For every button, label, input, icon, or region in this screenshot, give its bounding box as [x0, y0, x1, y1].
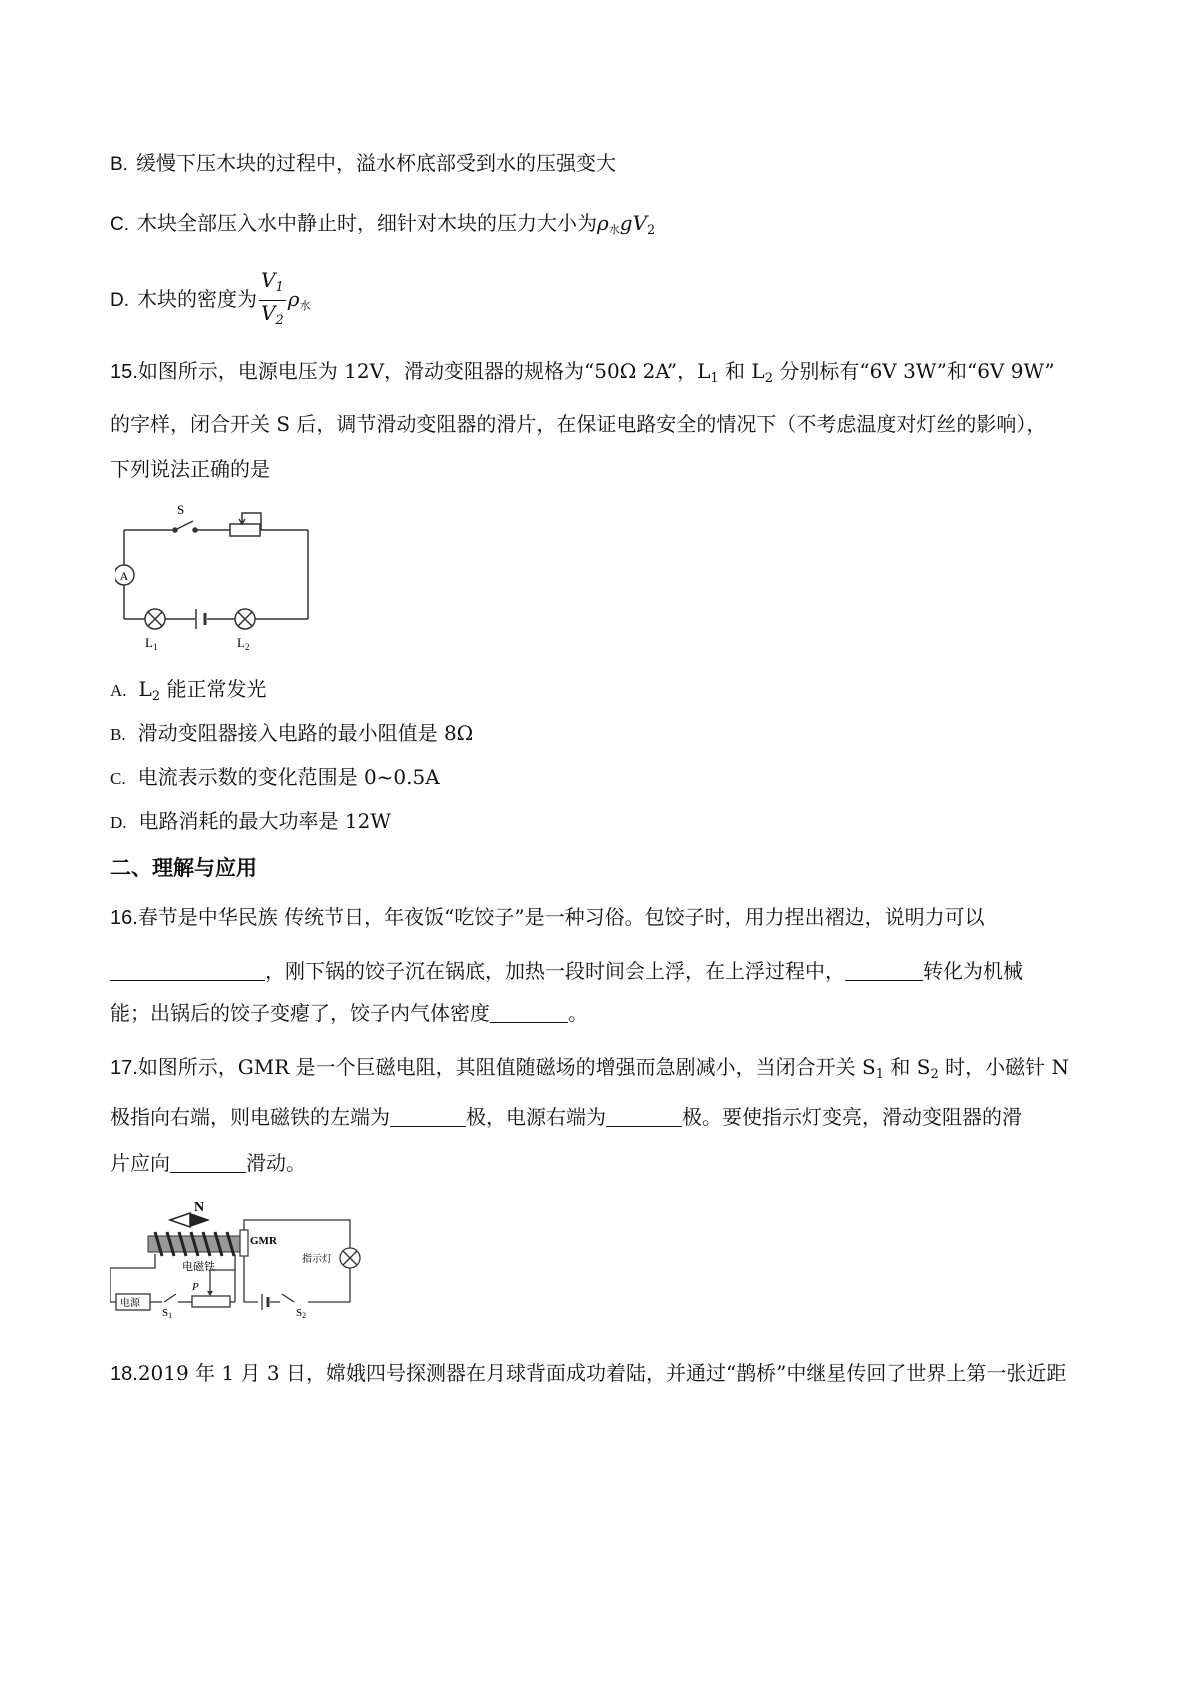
q17-text: 时，小磁针 N — [938, 1055, 1069, 1079]
option-text: 电流表示数的变化范围是 0~0.5A — [137, 765, 440, 789]
answer-blank[interactable] — [110, 960, 265, 981]
indicator-lamp-icon — [340, 1248, 360, 1268]
answer-blank[interactable] — [170, 1152, 246, 1173]
q15-option-d — [110, 808, 391, 836]
q16-line2 — [110, 958, 1023, 984]
q15-option-a — [110, 676, 266, 710]
battery-icon — [262, 1294, 268, 1310]
v-subscript: 2 — [647, 223, 656, 238]
option-label: C. — [110, 769, 126, 788]
numerator-subscript: 1 — [275, 280, 284, 295]
option-label: D. — [110, 290, 129, 311]
q17-text: 和 S — [884, 1055, 931, 1079]
q16-text: ，刚下锅的饺子沉在锅底，加热一段时间会上浮，在上浮过程中， — [265, 959, 845, 983]
option-text: 缓慢下压木块的过程中，溢水杯底部受到水的压强变大 — [135, 151, 616, 175]
lamp2-label: $L_2$ — [237, 635, 250, 652]
fraction-denominator: V — [261, 301, 276, 325]
v-symbol: V — [632, 211, 648, 235]
subscript: 1 — [875, 1067, 885, 1082]
needle-n-label: N — [194, 1200, 205, 1215]
answer-blank[interactable] — [390, 1106, 466, 1127]
gmr-label: GMR — [250, 1235, 277, 1247]
option-label: B. — [110, 725, 126, 744]
switch-s1-label: S1 — [162, 1307, 173, 1318]
q17-text: 极指向右端，则电磁铁的左端为 — [110, 1105, 390, 1129]
q17-line1 — [110, 1054, 1069, 1088]
q15-option-b — [110, 720, 473, 748]
q18-line1 — [110, 1360, 1066, 1387]
option-label: A. — [110, 681, 127, 700]
q15-line1 — [110, 358, 1055, 392]
q14-option-c — [110, 210, 655, 244]
lamp-icon — [235, 609, 255, 629]
g-symbol: g — [619, 211, 633, 235]
q17-text: 滑动。 — [246, 1151, 306, 1175]
option-label: B. — [110, 154, 128, 175]
q16-line1 — [110, 904, 985, 931]
q14-option-d — [110, 268, 311, 333]
q17-line2 — [110, 1104, 1022, 1130]
subscript: 2 — [151, 689, 161, 704]
option-text: 木块的密度为 — [137, 287, 257, 311]
answer-blank[interactable] — [490, 1002, 568, 1023]
power-source-label: 电源 — [120, 1298, 140, 1309]
q16-text: 转化为机械 — [923, 959, 1023, 983]
section-title: 二、理解与应用 — [110, 856, 257, 880]
fraction-numerator: V — [261, 268, 276, 292]
q15-text: 和 L — [718, 359, 765, 383]
question-number: 16. — [110, 907, 138, 929]
switch-label: S — [177, 502, 185, 517]
answer-blank[interactable] — [845, 960, 923, 981]
question-number: 18. — [110, 1363, 138, 1385]
q15-circuit-diagram — [115, 497, 345, 657]
rho-subscript: 水 — [608, 223, 620, 236]
subscript: 2 — [930, 1067, 939, 1082]
q16-text: 能；出锅后的饺子变瘪了，饺子内气体密度 — [110, 1001, 490, 1025]
slider-label: P — [192, 1281, 199, 1293]
q15-line2: 的字样，闭合开关 S 后，调节滑动变阻器的滑片，在保证电路安全的情况下（不考虑温度对灯丝的影响）， — [110, 412, 1047, 436]
q17-text: 极，电源右端为 — [466, 1105, 606, 1129]
option-text: 能正常发光 — [160, 677, 267, 701]
subscript: 1 — [710, 371, 719, 386]
q17-line3 — [110, 1150, 306, 1176]
q17-text: 极。要使指示灯变亮，滑动变阻器的滑 — [682, 1105, 1022, 1129]
q15-option-c — [110, 764, 440, 792]
q17-text: 如图所示，GMR 是一个巨磁电阻，其阻值随磁场的增强而急剧减小，当闭合开关 S — [137, 1055, 876, 1079]
electromagnet-label: 电磁铁 — [182, 1261, 215, 1273]
q14-option-b — [110, 150, 616, 178]
option-text: 电路消耗的最大功率是 12W — [138, 809, 391, 833]
option-text: 滑动变阻器接入电路的最小阻值是 8Ω — [137, 721, 474, 745]
q18-text: 2019 年 1 月 3 日，嫦娥四号探测器在月球背面成功着陆，并通过“鹊桥”中继星传回了世界上第一张近距 — [137, 1361, 1067, 1385]
q15-text: 如图所示，电源电压为 12V，滑动变阻器的规格为“50Ω 2A”，L — [137, 359, 711, 383]
q15-text: 分别标有“6V 3W”和“6V 9W” — [772, 359, 1055, 383]
option-text: 木块全部压入水中静止时，细针对木块的压力大小为 — [137, 211, 597, 235]
compass-needle-icon — [170, 1213, 210, 1227]
battery-icon — [196, 609, 205, 629]
lamp1-label: $L_1$ — [145, 635, 158, 652]
option-label: C. — [110, 214, 129, 235]
density-fraction — [259, 268, 286, 333]
q16-text: 。 — [568, 1001, 588, 1025]
rho-symbol: ρ — [597, 211, 609, 235]
q17-text: 片应向 — [110, 1151, 170, 1175]
q17-circuit-diagram — [110, 1198, 380, 1318]
ammeter-label: A — [119, 569, 129, 583]
electromagnet-icon — [148, 1232, 242, 1256]
q15-line3: 下列说法正确的是 — [110, 457, 270, 481]
rho-subscript: 水 — [299, 299, 311, 312]
denominator-subscript: 2 — [275, 313, 284, 328]
indicator-lamp-label: 指示灯 — [302, 1254, 332, 1265]
question-number: 17. — [110, 1057, 138, 1079]
subscript: 2 — [764, 371, 773, 386]
lamp-icon — [145, 609, 165, 629]
q16-line3 — [110, 1000, 588, 1026]
gmr-icon — [240, 1230, 248, 1256]
rho-symbol: ρ — [287, 287, 300, 311]
switch-s2-label: S2 — [296, 1307, 307, 1318]
q16-text: 春节是中华民族 传统节日，年夜饭“吃饺子”是一种习俗。包饺子时，用力捏出褶边，说明力可以 — [137, 905, 985, 929]
option-text: L — [138, 677, 152, 701]
option-label: D. — [110, 813, 127, 832]
answer-blank[interactable] — [606, 1106, 682, 1127]
question-number: 15. — [110, 361, 138, 383]
